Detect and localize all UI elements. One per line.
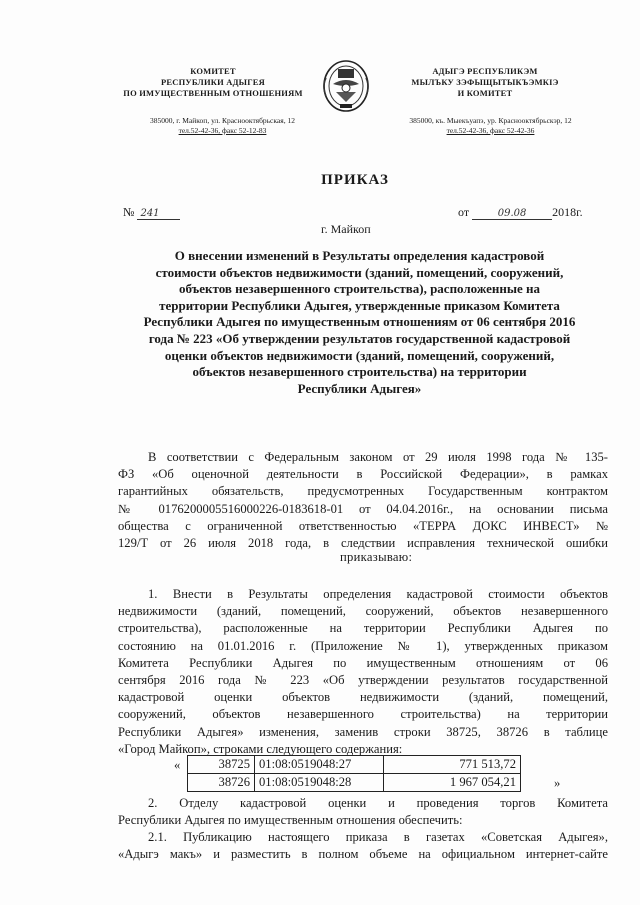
item-1-line: 1. Внести в Результаты определения кадастровой стоимости объектов (148, 587, 608, 601)
address-left-street: 385000, г. Майкоп, ул. Краснооктябрьская, 12 (150, 116, 295, 125)
committee-name-adyghe (375, 66, 595, 99)
subject-line: стоимости объектов недвижимости (зданий, помещений, сооружений, (155, 264, 564, 280)
table-quote-close: » (554, 776, 561, 790)
subject-line: объектов незавершенного строительства), расположенные на (178, 281, 541, 297)
order-subject (108, 248, 611, 397)
coat-of-arms-icon (316, 58, 376, 114)
document-title: ПРИКАЗ (321, 172, 389, 188)
preamble-paragraph (118, 449, 608, 552)
header-left-line-1: КОМИТЕТ (190, 66, 236, 76)
subject-line: О внесении изменений в Результаты определения кадастровой (174, 248, 545, 263)
order-number (123, 205, 180, 220)
subject-line: объектов незавершенного строительства) на территории (192, 364, 527, 380)
item-1-line: сооружений, объектов незавершенного строительства) на территории (118, 707, 608, 722)
subject-line: территории Республики Адыгея, утвержденные приказом Комитета (159, 297, 560, 313)
row-number-cell: 38726 (188, 774, 255, 792)
item-2-paragraph (118, 795, 608, 829)
order-number-label: № (123, 205, 135, 219)
subject-line: Республики Адыгея по имущественным отношениям от 06 сентября 2016 (143, 314, 576, 330)
item-1-paragraph (118, 586, 608, 758)
item-2-line: Республики Адыгея по имущественным отношения обеспечить: (118, 813, 463, 828)
item-1-line: «Город Майкоп», строками следующего содержания: (118, 741, 403, 756)
address-right (378, 116, 603, 136)
item-2-1-paragraph (118, 829, 608, 863)
address-left-phone: тел.52-42-36, факс 52-12-83 (178, 126, 267, 135)
preamble-line: В соответствии с Федеральным законом от 29 июля 1998 года № 135- (148, 450, 608, 464)
cadastral-number-cell: 01:08:0519048:28 (255, 774, 384, 792)
committee-name-russian (108, 66, 318, 99)
orders-word: приказываю: (340, 550, 413, 564)
preamble-line: ФЗ «Об оценочной деятельности в Российской Федерации», в рамках (118, 467, 608, 482)
item-2-line: 2. Отделу кадастровой оценки и проведения торгов Комитета (148, 796, 608, 810)
table-quote-open: « (174, 758, 181, 772)
header-right-line-2: МЫЛЪКУ ЗЭФЫЩЫТЫКЪЭМКIЭ (411, 77, 559, 87)
table-row (188, 774, 521, 792)
table-row (188, 756, 521, 774)
item-1-line: Комитета Республики Адыгея по имущественным отношениям от 06 (118, 655, 608, 670)
subject-line: Республики Адыгея» (297, 380, 422, 396)
preamble-line: 129/Т от 26 июля 2018 года, в следствии исправления технической ошибки (118, 536, 608, 551)
header-left-line-2: РЕСПУБЛИКИ АДЫГЕЯ (160, 77, 266, 87)
order-date-prefix: от (458, 205, 470, 219)
header-right-line-1: АДЫГЭ РЕСПУБЛИКЭМ (432, 66, 538, 76)
item-1-line: недвижимости (зданий, помещений, сооружений, объектов незавершенного (118, 604, 608, 619)
order-date-value: 09.08 (472, 208, 552, 220)
item-2-1-line: 2.1. Публикацию настоящего приказа в газетах «Советская Адыгея», (148, 830, 608, 844)
header-right-line-3: И КОМИТЕТ (457, 88, 513, 98)
preamble-line: общества с ограниченной ответственностью «ТЕРРА ДОКС ИНВЕСТ» № (118, 518, 608, 533)
address-left (120, 116, 325, 136)
item-1-line: состоянию на 01.01.2016 г. (Приложение № 1), утвержденных приказом (118, 638, 608, 653)
cadastral-value-cell: 771 513,72 (384, 756, 521, 774)
item-1-line: строительства), расположенные на территории Республики Адыгея по (118, 621, 608, 636)
item-1-line: сентября 2016 года № 223 «Об утверждении результатов государственной (118, 673, 608, 688)
header-left-line-3: ПО ИМУЩЕСТВЕННЫМ ОТНОШЕНИЯМ (123, 88, 303, 98)
cadastral-value-cell: 1 967 054,21 (384, 774, 521, 792)
order-date-suffix: 2018г. (552, 205, 583, 219)
order-number-value: 241 (137, 208, 180, 220)
address-right-street: 385000, къ. Мыекъуапэ, ур. Краснооктябрьскэр, 12 (409, 116, 572, 125)
item-1-line: кадастровой оценки объектов недвижимости (зданий, помещений, (118, 690, 608, 705)
row-number-cell: 38725 (188, 756, 255, 774)
address-right-phone: тел.52-42-36, факс 52-42-36 (446, 126, 535, 135)
preamble-line: № 0176200005516000226-0183618-01 от 04.04.2016г., на основании письма (118, 501, 608, 516)
subject-line: оценки объектов недвижимости (зданий, помещений, сооружений, (164, 347, 555, 363)
cadastral-number-cell: 01:08:0519048:27 (255, 756, 384, 774)
replacement-rows-table (187, 755, 521, 792)
order-city: г. Майкоп (321, 222, 371, 236)
item-1-line: Республики Адыгея» изменения, заменив строки 38725, 38726 в таблице (118, 724, 608, 739)
order-date (458, 205, 583, 220)
preamble-line: гарантийных обязательств, предусмотренных Государственным контрактом (118, 484, 608, 499)
subject-line: года № 223 «Об утверждении результатов государственной кадастровой (148, 330, 571, 346)
item-2-1-line: «Адыгэ макъ» и разместить в полном объеме на официальном интернет-сайте (118, 847, 608, 862)
